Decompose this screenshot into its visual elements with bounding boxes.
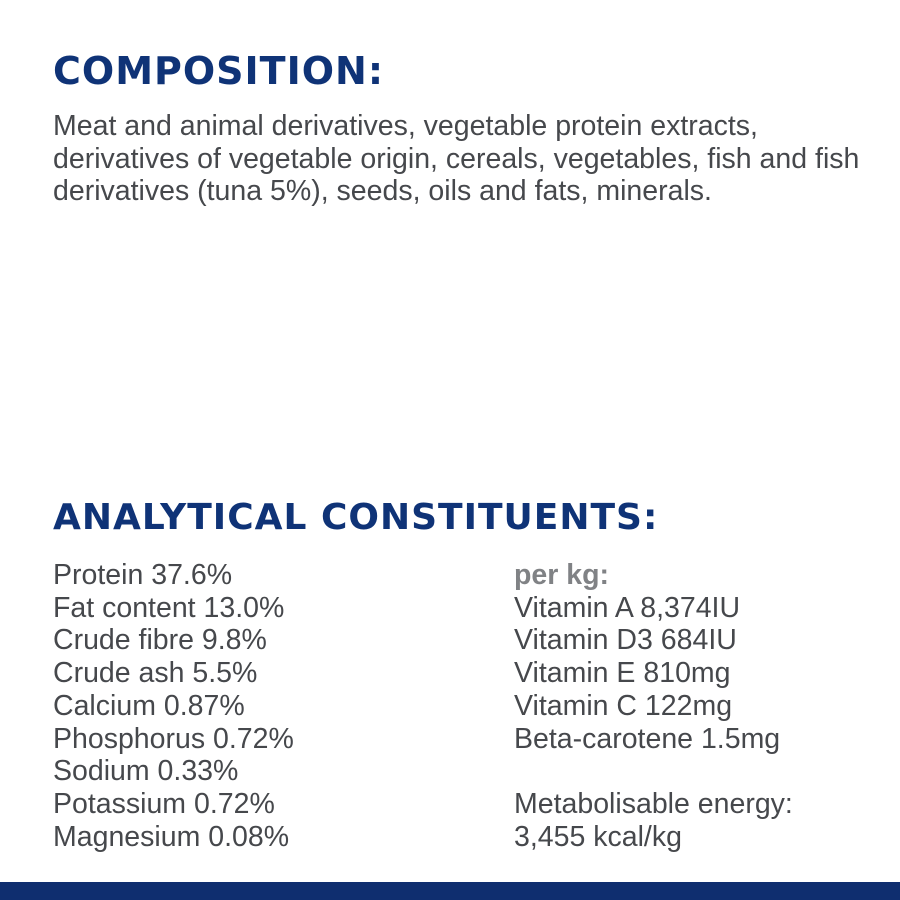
analytical-constituents-heading: ANALYTICAL CONSTITUENTS: xyxy=(53,497,659,538)
per-kg-label: per kg: xyxy=(514,559,610,591)
beta-carotene: Beta-carotene 1.5mg xyxy=(514,722,781,755)
constituent-potassium: Potassium 0.72% xyxy=(53,787,275,820)
constituent-protein: Protein 37.6% xyxy=(53,559,233,591)
per-kg-list xyxy=(514,559,793,853)
vitamin-e: Vitamin E 810mg xyxy=(514,657,731,690)
vitamin-c: Vitamin C 122mg xyxy=(514,689,733,722)
energy-value: 3,455 kcal/kg xyxy=(514,820,682,853)
constituent-crude-ash: Crude ash 5.5% xyxy=(53,657,258,690)
constituent-phosphorus: Phosphorus 0.72% xyxy=(53,722,294,755)
vitamin-d3: Vitamin D3 684IU xyxy=(514,624,737,657)
constituent-calcium: Calcium 0.87% xyxy=(53,689,245,722)
footer-bar xyxy=(0,882,900,900)
vitamin-a: Vitamin A 8,374IU xyxy=(514,591,741,624)
constituent-sodium: Sodium 0.33% xyxy=(53,755,239,788)
constituent-magnesium: Magnesium 0.08% xyxy=(53,820,290,853)
composition-heading: COMPOSITION: xyxy=(53,49,385,93)
spacer xyxy=(514,755,793,788)
constituent-fat: Fat content 13.0% xyxy=(53,591,285,624)
constituents-list xyxy=(53,559,294,853)
energy-label: Metabolisable energy: xyxy=(514,787,793,820)
constituent-crude-fibre: Crude fibre 9.8% xyxy=(53,624,267,657)
composition-text: Meat and animal derivatives, vegetable protein extracts, derivatives of vegetable origin, cereals, vegetables, fish and fish derivatives (tuna 5%), seeds, oils and fats, minerals. xyxy=(53,110,860,207)
